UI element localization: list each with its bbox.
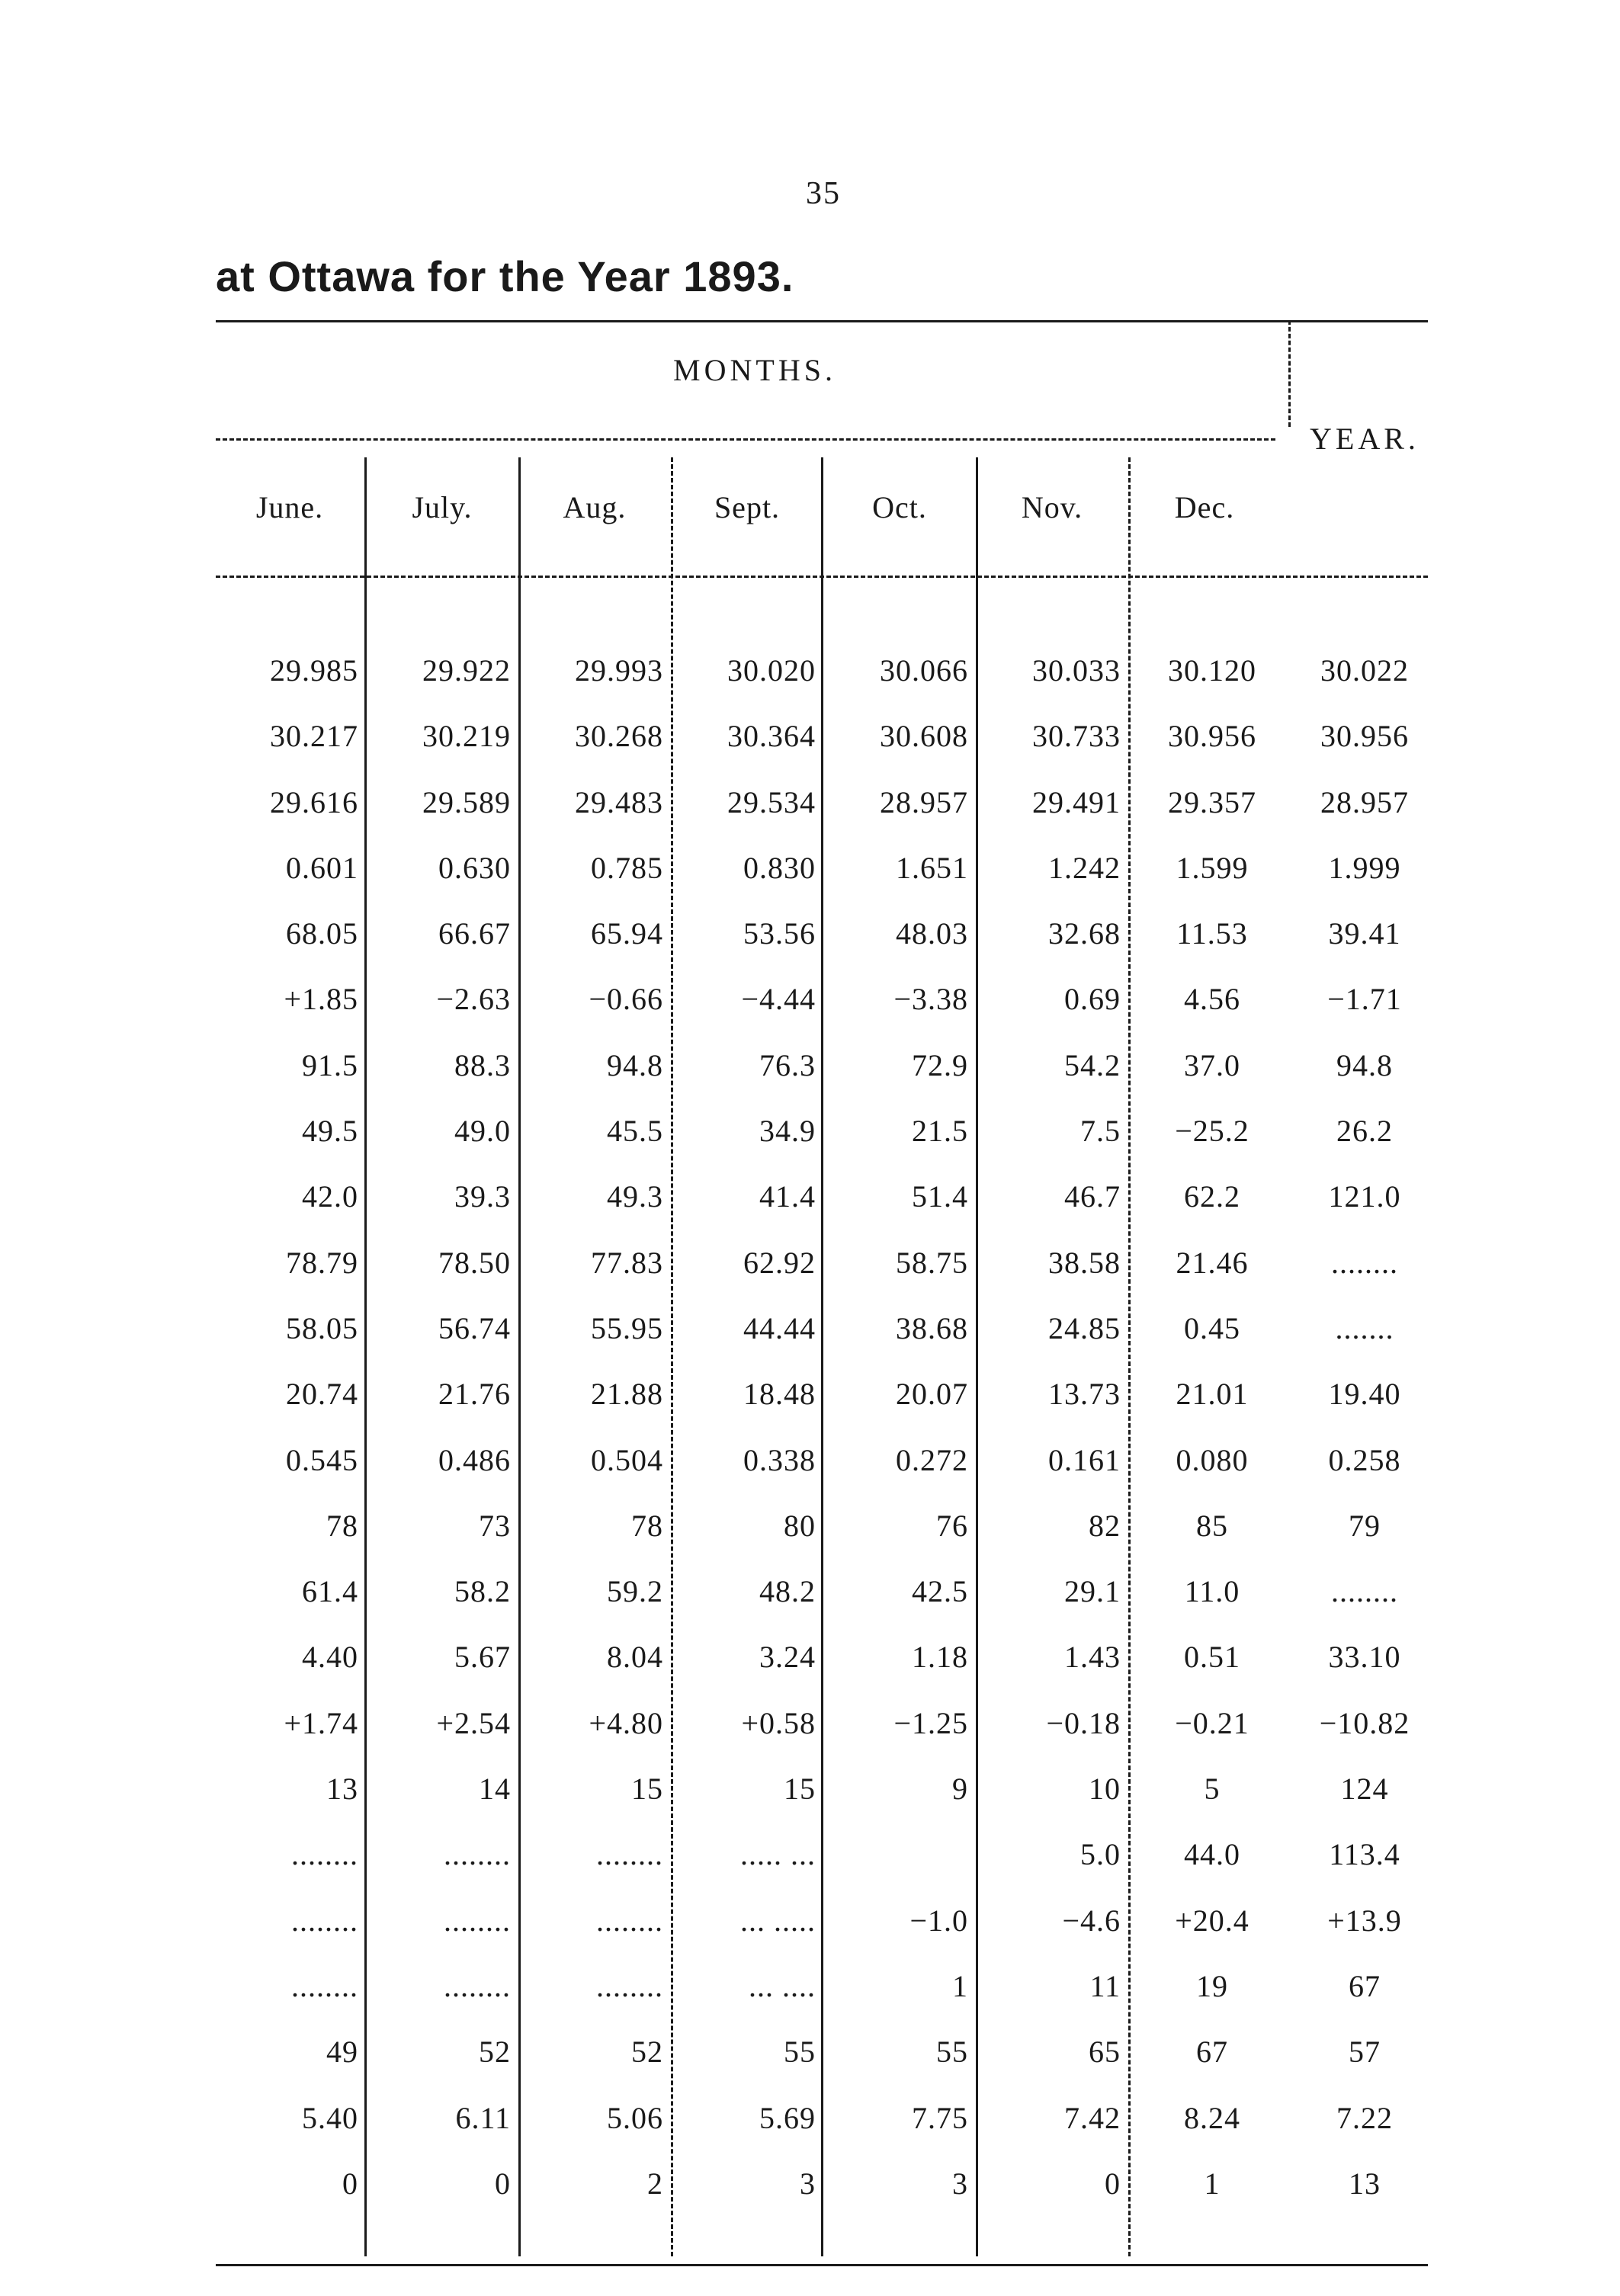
cell-july: 56.74 — [438, 1310, 511, 1345]
cell-june: 78.79 — [286, 1245, 358, 1280]
cell-oct: 51.4 — [912, 1179, 968, 1214]
page-number: 35 — [806, 176, 841, 211]
cell-dec: +20.4 — [1175, 1903, 1249, 1938]
table-row — [0, 976, 1620, 1042]
cell-nov: 10 — [1089, 1772, 1121, 1807]
table-row — [0, 1108, 1620, 1174]
table-row — [0, 1766, 1620, 1832]
cell-sept: 62.92 — [743, 1245, 816, 1280]
cell-nov: 0 — [1105, 2166, 1121, 2201]
cell-year: −1.71 — [1327, 982, 1402, 1017]
cell-july: 88.3 — [454, 1047, 511, 1082]
cell-year: 39.41 — [1328, 916, 1401, 951]
cell-sept: 48.2 — [759, 1574, 816, 1609]
cell-july: 0 — [495, 2166, 511, 2201]
cell-aug: 78 — [631, 1508, 663, 1543]
cell-oct: 1 — [952, 1968, 968, 2003]
cell-year: 1.999 — [1328, 850, 1401, 885]
table-row — [0, 845, 1620, 911]
table-row — [0, 1701, 1620, 1766]
cell-aug: 0.785 — [591, 850, 663, 885]
cell-aug: 30.268 — [575, 719, 663, 754]
table-row — [0, 911, 1620, 976]
cell-aug: ........ — [596, 1903, 663, 1938]
cell-sept: 3.24 — [759, 1640, 816, 1675]
cell-oct: 48.03 — [896, 916, 968, 951]
cell-oct: 30.608 — [880, 719, 968, 754]
cell-nov: 54.2 — [1064, 1047, 1121, 1082]
table-row — [0, 1832, 1620, 1897]
cell-sept: ... .... — [749, 1968, 816, 2003]
cell-nov: 24.85 — [1048, 1310, 1121, 1345]
cell-july: 66.67 — [438, 916, 511, 951]
cell-year: 94.8 — [1336, 1047, 1393, 1082]
cell-aug: −0.66 — [589, 982, 663, 1017]
column-header-june: June. — [255, 490, 324, 524]
cell-june: 20.74 — [286, 1377, 358, 1412]
cell-sept: +0.58 — [741, 1705, 816, 1740]
cell-year: 26.2 — [1336, 1114, 1393, 1149]
column-header-oct: Oct. — [872, 490, 927, 524]
cell-dec: 37.0 — [1184, 1047, 1240, 1082]
cell-year: 121.0 — [1328, 1179, 1401, 1214]
cell-year: −10.82 — [1319, 1705, 1410, 1740]
table-row — [0, 2096, 1620, 2161]
cell-year: 19.40 — [1328, 1377, 1401, 1412]
cell-oct: −1.0 — [909, 1903, 968, 1938]
cell-july: 21.76 — [438, 1377, 511, 1412]
cell-nov: −0.18 — [1046, 1705, 1121, 1740]
column-header-aug: Aug. — [563, 490, 627, 524]
cell-oct: 30.066 — [880, 653, 968, 688]
cell-oct: 42.5 — [912, 1574, 968, 1609]
cell-june: 61.4 — [302, 1574, 358, 1609]
cell-june: 4.40 — [302, 1640, 358, 1675]
cell-july: 78.50 — [438, 1245, 511, 1280]
cell-sept: ..... ... — [740, 1837, 816, 1872]
cell-june: 29.616 — [270, 784, 358, 819]
cell-oct: 9 — [952, 1772, 968, 1807]
cell-nov: 0.161 — [1048, 1442, 1121, 1477]
cell-nov: 46.7 — [1064, 1179, 1121, 1214]
cell-july: ........ — [444, 1903, 511, 1938]
cell-nov: 30.733 — [1032, 719, 1121, 754]
cell-july: 5.67 — [454, 1640, 511, 1675]
cell-oct: 21.5 — [912, 1114, 968, 1149]
cell-nov: 29.491 — [1032, 784, 1121, 819]
cell-dec: 85 — [1196, 1508, 1228, 1543]
cell-oct: 76 — [936, 1508, 968, 1543]
cell-sept: 55 — [784, 2035, 816, 2070]
cell-nov: −4.6 — [1062, 1903, 1121, 1938]
column-header-dec: Dec. — [1174, 490, 1235, 524]
cell-sept: −4.44 — [741, 982, 816, 1017]
cell-aug: 15 — [631, 1772, 663, 1807]
table-row — [0, 780, 1620, 845]
table-row — [0, 1043, 1620, 1108]
cell-sept: 30.020 — [727, 653, 816, 688]
cell-dec: 5 — [1204, 1772, 1221, 1807]
data-table — [0, 648, 1620, 2227]
cell-dec: 29.357 — [1168, 784, 1256, 819]
cell-july: ........ — [444, 1968, 511, 2003]
cell-dec: 4.56 — [1184, 982, 1240, 1017]
cell-year: 124 — [1340, 1772, 1389, 1807]
cell-sept: 41.4 — [759, 1179, 816, 1214]
cell-aug: 29.993 — [575, 653, 663, 688]
cell-dec: 67 — [1196, 2035, 1228, 2070]
cell-oct: 20.07 — [896, 1377, 968, 1412]
cell-oct: −1.25 — [893, 1705, 968, 1740]
cell-nov: 38.58 — [1048, 1245, 1121, 1280]
cell-dec: 8.24 — [1184, 2100, 1240, 2135]
cell-oct: 0.272 — [896, 1442, 968, 1477]
cell-june: 0.601 — [286, 850, 358, 885]
cell-dec: 11.53 — [1176, 916, 1248, 951]
cell-oct: 58.75 — [896, 1245, 968, 1280]
cell-june: 78 — [326, 1508, 358, 1543]
cell-oct: 1.18 — [912, 1640, 968, 1675]
cell-sept: 15 — [784, 1772, 816, 1807]
cell-aug: 77.83 — [591, 1245, 663, 1280]
cell-june: 13 — [326, 1772, 358, 1807]
cell-june: 42.0 — [302, 1179, 358, 1214]
cell-june: +1.74 — [284, 1705, 358, 1740]
year-label: YEAR. — [1310, 422, 1420, 456]
page-title: at Ottawa for the Year 1893. — [216, 252, 794, 300]
table-row — [0, 1438, 1620, 1503]
cell-july: 58.2 — [454, 1574, 511, 1609]
cell-dec: 0.45 — [1184, 1310, 1240, 1345]
cell-july: 29.922 — [422, 653, 511, 688]
cell-dec: 30.956 — [1168, 719, 1256, 754]
cell-aug: +4.80 — [589, 1705, 663, 1740]
year-column-divider — [1288, 320, 1291, 427]
cell-sept: 80 — [784, 1508, 816, 1543]
months-rule — [216, 438, 1275, 441]
cell-nov: 32.68 — [1048, 916, 1121, 951]
cell-oct: 38.68 — [896, 1310, 968, 1345]
cell-july: 29.589 — [422, 784, 511, 819]
cell-aug: 65.94 — [591, 916, 663, 951]
cell-june: 5.40 — [302, 2100, 358, 2135]
cell-year: 30.956 — [1320, 719, 1409, 754]
table-row — [0, 1569, 1620, 1634]
cell-nov: 7.5 — [1080, 1114, 1121, 1149]
cell-nov: 13.73 — [1048, 1377, 1121, 1412]
cell-june: 68.05 — [286, 916, 358, 951]
cell-dec: −0.21 — [1175, 1705, 1249, 1740]
cell-year: ........ — [1331, 1245, 1398, 1280]
cell-nov: 11 — [1089, 1968, 1121, 2003]
table-bottom-rule — [216, 2264, 1428, 2266]
cell-dec: 1.599 — [1176, 850, 1249, 885]
cell-june: 58.05 — [286, 1310, 358, 1345]
column-header-nov: Nov. — [1021, 490, 1083, 524]
cell-aug: 55.95 — [591, 1310, 663, 1345]
cell-year: 7.22 — [1336, 2100, 1393, 2135]
cell-june: 29.985 — [270, 653, 358, 688]
table-row — [0, 2161, 1620, 2227]
table-row — [0, 648, 1620, 713]
cell-july: 6.11 — [455, 2100, 511, 2135]
cell-dec: 0.51 — [1184, 1640, 1240, 1675]
cell-oct: 1.651 — [896, 850, 968, 885]
cell-july: 39.3 — [454, 1179, 511, 1214]
cell-year: 67 — [1349, 1968, 1381, 2003]
cell-dec: 21.01 — [1176, 1377, 1249, 1412]
table-row — [0, 2029, 1620, 2095]
cell-aug: 21.88 — [591, 1377, 663, 1412]
cell-july: 49.0 — [454, 1114, 511, 1149]
table-row — [0, 1240, 1620, 1306]
cell-aug: 2 — [647, 2166, 663, 2201]
cell-nov: 1.43 — [1064, 1640, 1121, 1675]
cell-aug: 52 — [631, 2035, 663, 2070]
cell-dec: 30.120 — [1168, 653, 1256, 688]
cell-oct: −3.38 — [893, 982, 968, 1017]
cell-dec: 11.0 — [1184, 1574, 1240, 1609]
cell-year: ....... — [1335, 1310, 1394, 1345]
table-row — [0, 1964, 1620, 2029]
cell-june: +1.85 — [284, 982, 358, 1017]
cell-dec: 0.080 — [1176, 1442, 1249, 1477]
cell-nov: 7.42 — [1064, 2100, 1121, 2135]
cell-nov: 30.033 — [1032, 653, 1121, 688]
cell-nov: 0.69 — [1064, 982, 1121, 1017]
cell-sept: 0.830 — [743, 850, 816, 885]
cell-aug: 0.504 — [591, 1442, 663, 1477]
cell-june: 0 — [342, 2166, 358, 2201]
cell-year: 33.10 — [1328, 1640, 1401, 1675]
table-row — [0, 1174, 1620, 1239]
cell-sept: 76.3 — [759, 1047, 816, 1082]
table-row — [0, 713, 1620, 779]
cell-july: 14 — [479, 1772, 511, 1807]
cell-dec: −25.2 — [1175, 1114, 1249, 1149]
cell-aug: 94.8 — [607, 1047, 663, 1082]
cell-june: 91.5 — [302, 1047, 358, 1082]
cell-oct: 28.957 — [880, 784, 968, 819]
cell-sept: 3 — [800, 2166, 816, 2201]
column-header-sept: Sept. — [714, 490, 781, 524]
cell-dec: 21.46 — [1176, 1245, 1249, 1280]
cell-year: 79 — [1349, 1508, 1381, 1543]
cell-year: +13.9 — [1327, 1903, 1402, 1938]
cell-june: 0.545 — [286, 1442, 358, 1477]
cell-june: 30.217 — [270, 719, 358, 754]
cell-july: −2.63 — [436, 982, 511, 1017]
cell-year: 28.957 — [1320, 784, 1409, 819]
cell-july: 0.486 — [438, 1442, 511, 1477]
cell-june: ........ — [291, 1837, 358, 1872]
cell-year: 13 — [1349, 2166, 1381, 2201]
cell-year: ........ — [1331, 1574, 1398, 1609]
cell-nov: 65 — [1089, 2035, 1121, 2070]
cell-aug: 59.2 — [607, 1574, 663, 1609]
cell-aug: 45.5 — [607, 1114, 663, 1149]
cell-nov: 29.1 — [1064, 1574, 1121, 1609]
column-header-july: July. — [412, 490, 473, 524]
cell-year: 113.4 — [1329, 1837, 1400, 1872]
cell-july: 0.630 — [438, 850, 511, 885]
months-label: MONTHS. — [673, 353, 836, 387]
cell-nov: 82 — [1089, 1508, 1121, 1543]
cell-sept: 34.9 — [759, 1114, 816, 1149]
table-row — [0, 1634, 1620, 1700]
cell-aug: 29.483 — [575, 784, 663, 819]
cell-oct: 55 — [936, 2035, 968, 2070]
cell-aug: ........ — [596, 1968, 663, 2003]
table-row — [0, 1371, 1620, 1437]
table-row — [0, 1306, 1620, 1371]
cell-aug: 49.3 — [607, 1179, 663, 1214]
cell-nov: 1.242 — [1048, 850, 1121, 885]
cell-aug: 8.04 — [607, 1640, 663, 1675]
cell-year: 57 — [1349, 2035, 1381, 2070]
cell-sept: 0.338 — [743, 1442, 816, 1477]
cell-dec: 44.0 — [1184, 1837, 1240, 1872]
cell-june: ........ — [291, 1968, 358, 2003]
cell-oct — [831, 1832, 968, 1878]
cell-sept: 29.534 — [727, 784, 816, 819]
cell-dec: 62.2 — [1184, 1179, 1240, 1214]
cell-june: 49 — [326, 2035, 358, 2070]
cell-dec: 19 — [1196, 1968, 1228, 2003]
cell-june: ........ — [291, 1903, 358, 1938]
cell-oct: 3 — [952, 2166, 968, 2201]
cell-july: 52 — [479, 2035, 511, 2070]
table-row — [0, 1503, 1620, 1569]
cell-dec: 1 — [1204, 2166, 1221, 2201]
cell-sept: 30.364 — [727, 719, 816, 754]
cell-sept: ... ..... — [740, 1903, 816, 1938]
title-rule — [216, 320, 1428, 322]
cell-july: 73 — [479, 1508, 511, 1543]
cell-oct: 7.75 — [912, 2100, 968, 2135]
cell-year: 0.258 — [1328, 1442, 1401, 1477]
cell-nov: 5.0 — [1080, 1837, 1121, 1872]
table-row — [0, 1898, 1620, 1964]
cell-july: 30.219 — [422, 719, 511, 754]
cell-aug: 5.06 — [607, 2100, 663, 2135]
cell-july: ........ — [444, 1837, 511, 1872]
cell-sept: 5.69 — [759, 2100, 816, 2135]
cell-year: 30.022 — [1320, 653, 1409, 688]
cell-sept: 18.48 — [743, 1377, 816, 1412]
cell-sept: 53.56 — [743, 916, 816, 951]
cell-aug: ........ — [596, 1837, 663, 1872]
cell-oct: 72.9 — [912, 1047, 968, 1082]
cell-sept: 44.44 — [743, 1310, 816, 1345]
cell-july: +2.54 — [436, 1705, 511, 1740]
cell-june: 49.5 — [302, 1114, 358, 1149]
